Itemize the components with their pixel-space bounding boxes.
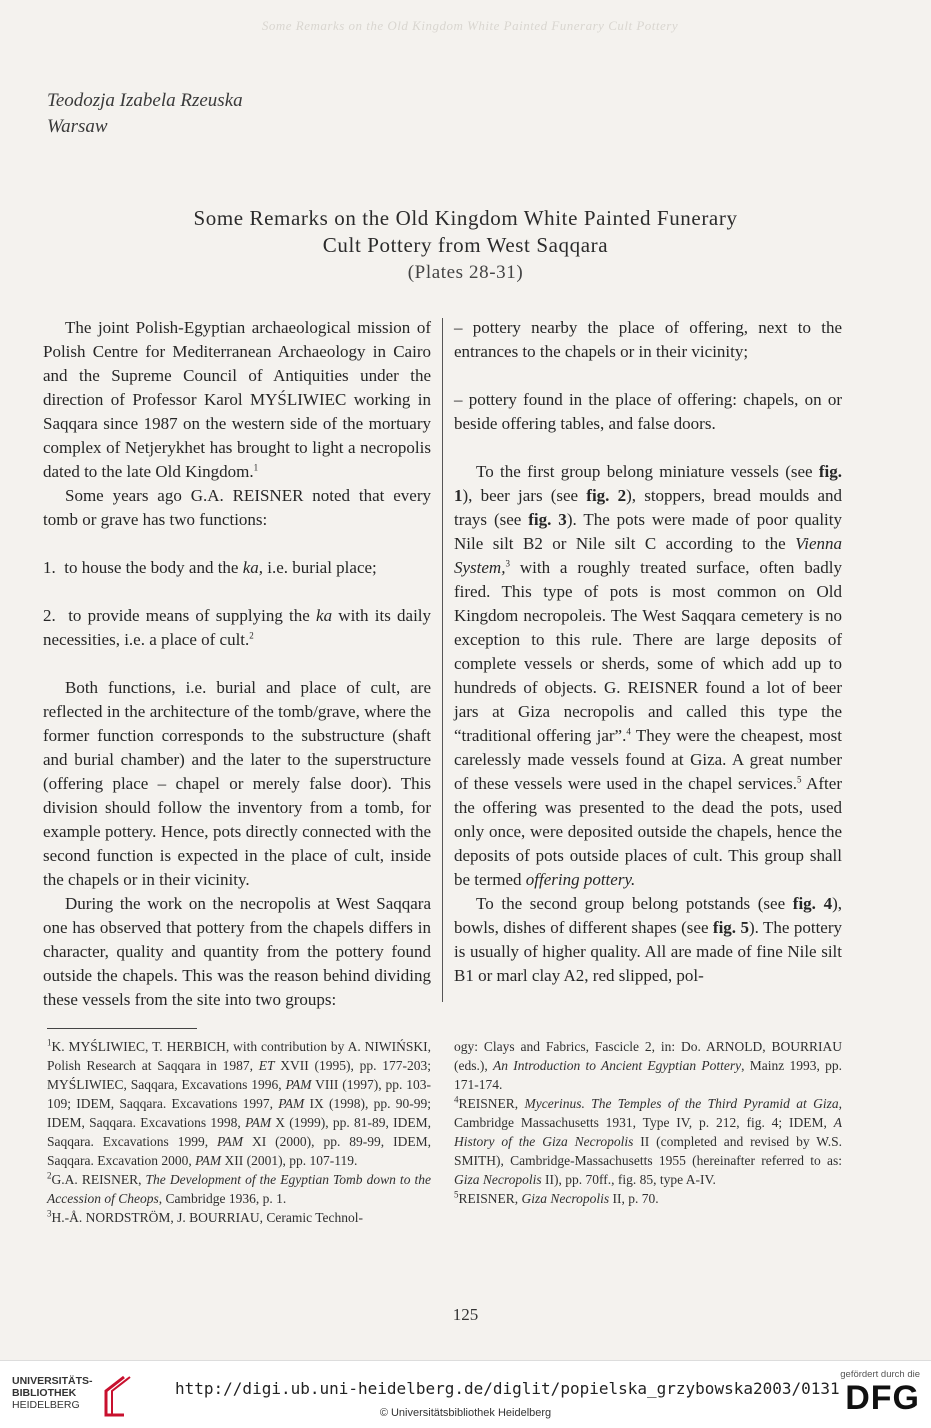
title-plates: (Plates 28-31)	[407, 262, 524, 283]
title-line-1: Some Remarks on the Old Kingdom White Painted Funerary	[193, 206, 738, 230]
list-item: 1. to house the body and the ka, i.e. burial place;	[43, 558, 377, 577]
library-name: UNIVERSITÄTS- BIBLIOTHEK HEIDELBERG	[12, 1375, 93, 1411]
ghost-running-head: Some Remarks on the Old Kingdom White Painted Funerary Cult Pottery	[261, 18, 679, 33]
footnote-ref[interactable]: 3	[505, 558, 510, 569]
footnote-3: $^3$H.-Å. NORDSTRÖM, J. BOURRIAU, Ceramic Technol-	[47, 1208, 364, 1225]
figure-ref[interactable]: fig. 5	[712, 918, 749, 937]
figure-ref[interactable]: fig. 1	[454, 462, 842, 505]
author-city: Warsaw	[47, 116, 108, 137]
title-line-2: Cult Pottery from West Saqqara	[322, 233, 609, 257]
footnote-4: $^4$REISNER, Mycerinus. The Temples of the Third Pyramid at Giza, Cambridge Massachusetts 1931, Type IV, p. 212, fig. 4; IDEM, A History of the Giza Necropolis II (completed and revised by W.S. SMITH), Cambridge-Massachusetts 1955 (hereinafter referred to as: Giza Necropolis II), pp. 70ff., fig. 85, type A-IV.	[454, 1094, 842, 1187]
author-name: Teodozja Izabela Rzeuska	[47, 90, 243, 111]
paragraph: Some years ago G.A. REISNER noted that every tomb or grave has two functions:	[43, 486, 431, 529]
footnote-ref[interactable]: 1	[253, 462, 259, 473]
figure-ref[interactable]: fig. 4	[792, 894, 833, 913]
list-item: – pottery nearby the place of offering, next to the entrances to the chapels or in their vicinity;	[454, 318, 842, 361]
author-block	[47, 88, 243, 140]
copyright-notice: © Universitätsbibliothek Heidelberg	[379, 1407, 552, 1419]
footer-bar	[0, 1360, 931, 1428]
dfg-logo[interactable]	[828, 1369, 920, 1419]
funder-name: DFG	[845, 1379, 920, 1417]
footnote-rule	[47, 1028, 197, 1029]
right-column	[454, 316, 842, 988]
left-column	[43, 316, 431, 1012]
figure-ref[interactable]: fig. 3	[528, 510, 567, 529]
footnote-ref[interactable]: 4	[626, 726, 631, 737]
paragraph: During the work on the necropolis at West Saqqara one has observed that pottery from the chapels differs in character, quality and quantity from the pottery found outside the chapels. This was the reason behind dividing these vessels from the site into two groups:	[43, 894, 431, 1009]
footnote-2: $^2$G.A. REISNER, The Development of the Egyptian Tomb down to the Accession of Cheops, Cambridge 1936, p. 1.	[47, 1170, 431, 1206]
footnote-ref[interactable]: 2	[249, 630, 254, 641]
paragraph: To the second group belong potstands (see fig. 4), bowls, dishes of different shapes (see fig. 5). The pottery is usually of higher quality. All are made of fine Nile silt B1 or marl clay A2, red slipped, pol-	[454, 894, 843, 985]
footnotes-left	[47, 1037, 431, 1227]
paragraph: Both functions, i.e. burial and place of cult, are reflected in the architecture of the tomb/grave, where the former function corresponds to the substructure (shaft and burial chamber) and the later to the superstructure (offering place – chapel or merely false door). This division should follow the inventory from a tomb, for example pottery. Hence, pots directly connected with the second function is expected in the place of cult, inside the chapels or in their vicinity.	[43, 678, 431, 889]
figure-ref[interactable]: fig. 2	[586, 486, 627, 505]
footnote-5: $^5$REISNER, Giza Necropolis II, p. 70.	[454, 1189, 659, 1206]
footnote-ref[interactable]: 5	[797, 774, 802, 785]
footnotes-right	[454, 1037, 842, 1208]
funder-caption: gefördert durch die	[840, 1369, 920, 1380]
footnote-1: $^1$K. MYŚLIWIEC, T. HERBICH, with contribution by A. NIWIŃSKI, Polish Research at Saqqara in 1987, ET XVII (1995), pp. 177-203; MYŚLIWIEC, Saqqara, Excavations 1996, PAM VIII (1997), pp. 103-109; IDEM, Saqqara. Excavations 1997, PAM IX (1998), pp. 90-99; IDEM, Saqqara. Excavations 1998, PAM X (1999), pp. 81-89, IDEM, Saqqara. Excavations 1999, PAM XI (2000), pp. 89-99, IDEM, Saqqara. Excavation 2000, PAM XII (2001), pp. 107-119.	[47, 1037, 432, 1168]
column-rule	[442, 318, 443, 1002]
paragraph: The joint Polish-Egyptian archaeological mission of Polish Centre for Mediterranean Archaeology in Cairo and the Supreme Council of Antiquities under the direction of Professor Karol MYŚLIWIEC working in Saqqara since 1987 on the western side of the mortuary complex of Netjerykhet has brought to light a necropolis dated to the late Old Kingdom.$^1$	[43, 318, 431, 481]
footnote-3-continued: ogy: Clays and Fabrics, Fascicle 2, in: Do. ARNOLD, BOURRIAU (eds.), An Introduction to Ancient Egyptian Pottery, Mainz 1993, pp. 171-174.	[454, 1039, 842, 1092]
list-item: 2. to provide means of supplying the ka with its daily necessities, i.e. a place of cult.$^2$	[43, 606, 432, 649]
list-item: – pottery found in the place of offering: chapels, on or beside offering tables, and false doors.	[454, 390, 842, 433]
page-number: 125	[452, 1305, 479, 1324]
paragraph: To the first group belong miniature vessels (see fig. 1), beer jars (see fig. 2), stoppers, bread moulds and trays (see fig. 3). The pots were made of poor quality Nile silt B2 or Nile silt C according to the Vienna System,$^3$ with a roughly treated surface, often badly fired. This type of pots is most common on Old Kingdom necropoleis. The West Saqqara cemetery is no exception to this rule. There are large deposits of complete vessels or sherds, some of which add up to hundreds of objects. G. REISNER found a lot of beer jars at Giza necropolis and called this type the “traditional offering jar”.$^4$ They were the cheapest, most carelessly made vessels found at Giza. A great number of these vessels were used in the chapel services.$^5$ After the offering was presented to the dead the pots, used only once, were deposited outside the chapels, hence the deposits of pots outside places of cult. This group shall be termed offering pottery.	[454, 462, 842, 889]
article-title	[60, 205, 871, 286]
permalink-url[interactable]: http://digi.ub.uni-heidelberg.de/diglit/popielska_grzybowska2003/0131	[175, 1379, 840, 1398]
